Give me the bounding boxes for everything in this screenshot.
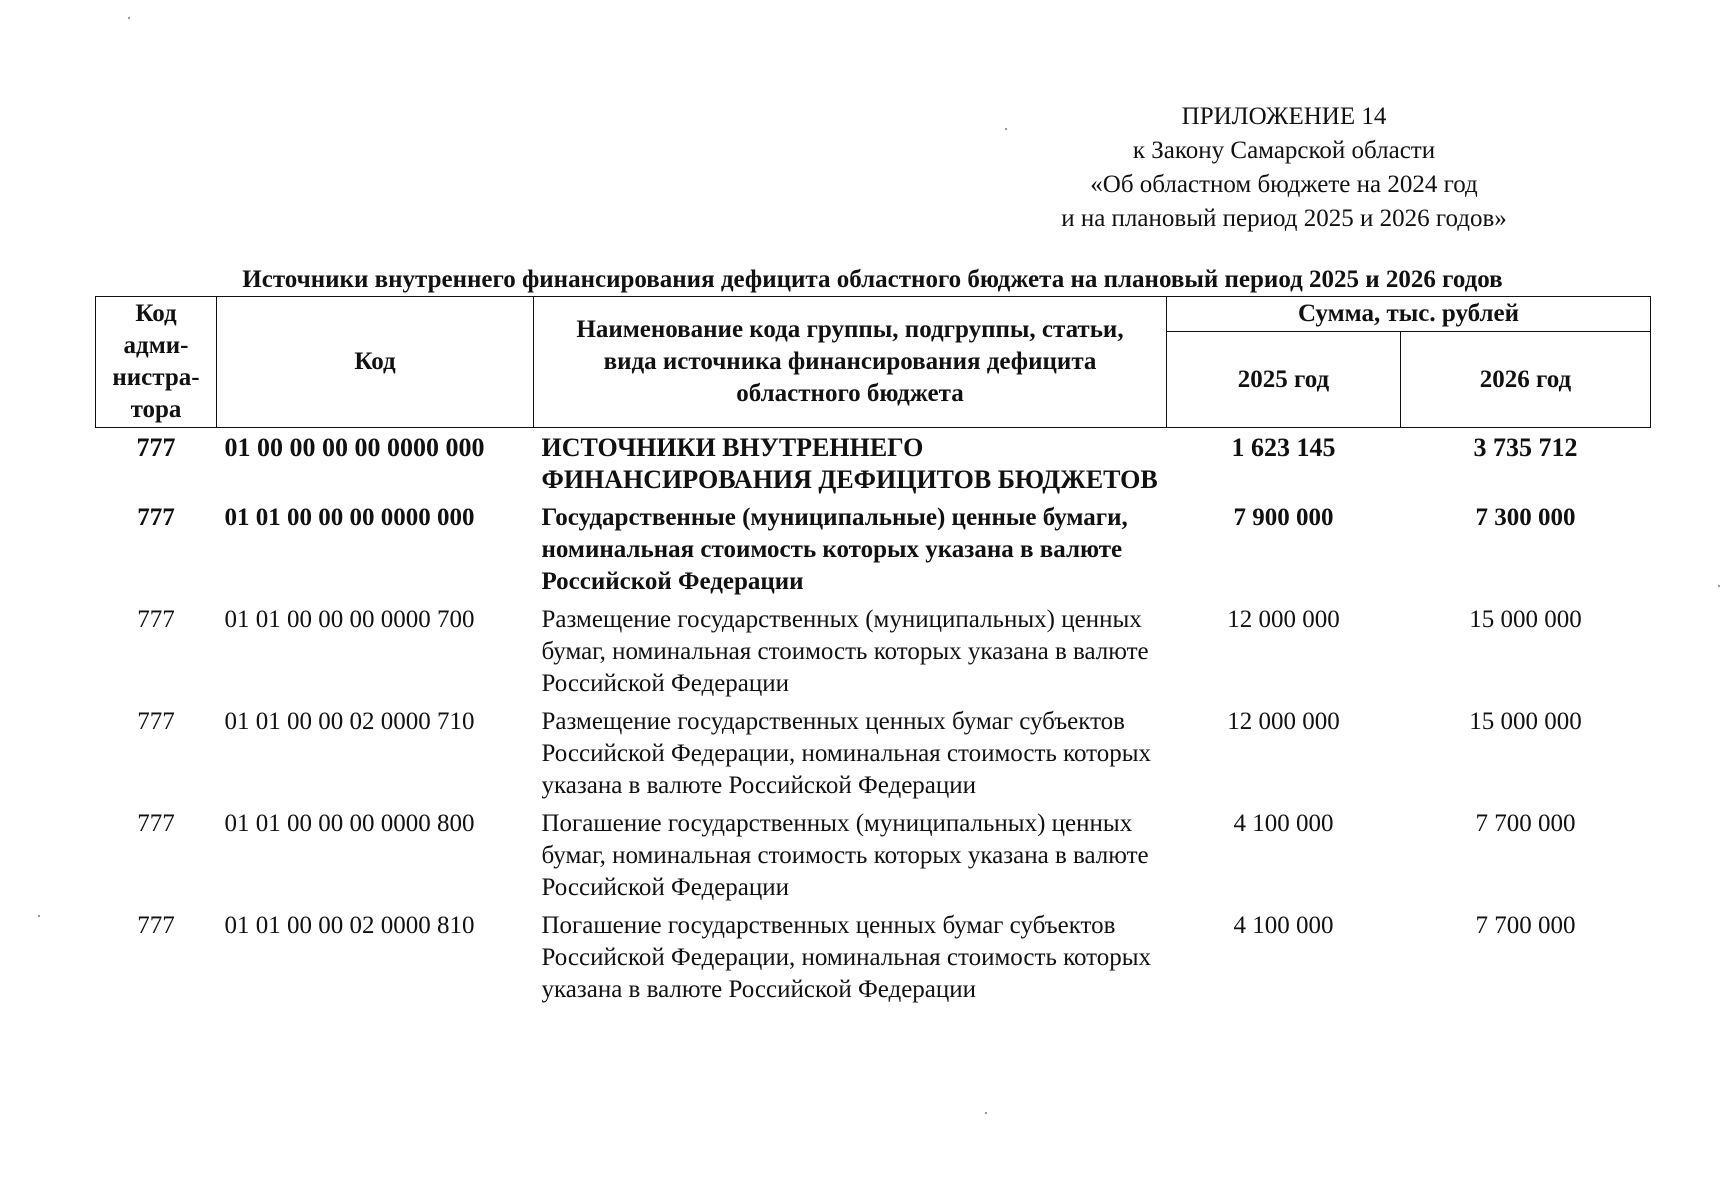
appendix-law-reference: к Закону Самарской области — [1132, 137, 1436, 164]
table-body — [96, 428, 1651, 1013]
scan-speck — [1005, 128, 1007, 130]
table-row — [96, 428, 1651, 503]
appendix-block — [974, 100, 1594, 236]
appendix-law-title-continued: и на плановый период 2025 и 2026 годов» — [1061, 205, 1507, 232]
header-code: Код — [217, 297, 534, 428]
row-admin-code: 777 — [137, 504, 175, 531]
row-admin-code: 777 — [137, 912, 175, 939]
appendix-number: ПРИЛОЖЕНИЕ 14 — [1181, 103, 1387, 130]
row-admin-code: 777 — [137, 606, 175, 633]
table-row — [96, 604, 1651, 706]
row-code: 01 01 00 00 00 0000 700 — [224, 606, 475, 633]
row-value-2025: 1 623 145 — [1231, 433, 1336, 462]
table-header — [96, 297, 1651, 428]
row-value-2025: 12 000 000 — [1227, 708, 1340, 735]
row-value-2025: 4 100 000 — [1233, 912, 1334, 939]
document-title: Источники внутреннего финансирования дефицита областного бюджета на плановый период 2025 и 2026 годов — [242, 266, 1503, 293]
scan-speck — [128, 17, 130, 19]
scan-speck — [985, 1112, 987, 1114]
header-row — [96, 297, 1651, 332]
row-value-2026: 15 000 000 — [1469, 708, 1582, 735]
row-value-2026: 7 700 000 — [1475, 912, 1576, 939]
row-admin-code: 777 — [137, 708, 175, 735]
table-row — [96, 910, 1651, 1012]
row-value-2026: 7 300 000 — [1475, 504, 1576, 531]
row-code: 01 00 00 00 00 0000 000 — [224, 433, 485, 462]
row-name: ИСТОЧНИКИ ВНУТРЕННЕГО ФИНАНСИРОВАНИЯ ДЕФИЦИТОВ БЮДЖЕТОВ — [541, 433, 1158, 494]
row-value-2026: 7 700 000 — [1475, 810, 1576, 837]
row-code: 01 01 00 00 00 0000 800 — [224, 810, 475, 837]
row-name: Государственные (муниципальные) ценные бумаги, номинальная стоимость которых указана в валюте Российской Федерации — [541, 504, 1128, 595]
header-sum: Сумма, тыс. рублей — [1167, 297, 1651, 332]
header-year-2026: 2026 год — [1401, 332, 1651, 428]
row-value-2025: 7 900 000 — [1233, 504, 1334, 531]
row-code: 01 01 00 00 00 0000 000 — [224, 504, 475, 531]
table-row — [96, 706, 1651, 808]
table-row — [96, 808, 1651, 910]
header-name: Наименование кода группы, подгруппы, статьи, вида источника финансирования дефицита областного бюджета — [534, 297, 1167, 428]
row-name: Погашение государственных ценных бумаг субъектов Российской Федерации, номинальная стоимость которых указана в валюте Российской Федерации — [541, 912, 1152, 1003]
row-admin-code: 777 — [136, 433, 176, 462]
row-value-2026: 3 735 712 — [1473, 433, 1578, 462]
row-admin-code: 777 — [137, 810, 175, 837]
scan-speck — [38, 915, 40, 917]
row-value-2026: 15 000 000 — [1469, 606, 1582, 633]
appendix-law-title: «Об областном бюджете на 2024 год — [1090, 171, 1478, 198]
table-row — [96, 502, 1651, 604]
row-name: Погашение государственных (муниципальных) ценных бумаг, номинальная стоимость которых указана в валюте Российской Федерации — [541, 810, 1149, 901]
row-code: 01 01 00 00 02 0000 710 — [224, 708, 475, 735]
row-value-2025: 12 000 000 — [1227, 606, 1340, 633]
row-name: Размещение государственных ценных бумаг субъектов Российской Федерации, номинальная стоимость которых указана в валюте Российской Федерации — [541, 708, 1152, 799]
financing-sources-table — [95, 296, 1651, 1012]
header-admin-code: Код адми-нистра-тора — [96, 297, 217, 428]
scan-speck — [1718, 585, 1720, 587]
row-name: Размещение государственных (муниципальных) ценных бумаг, номинальная стоимость которых указана в валюте Российской Федерации — [541, 606, 1149, 697]
row-code: 01 01 00 00 02 0000 810 — [224, 912, 475, 939]
row-value-2025: 4 100 000 — [1233, 810, 1334, 837]
header-year-2025: 2025 год — [1167, 332, 1401, 428]
